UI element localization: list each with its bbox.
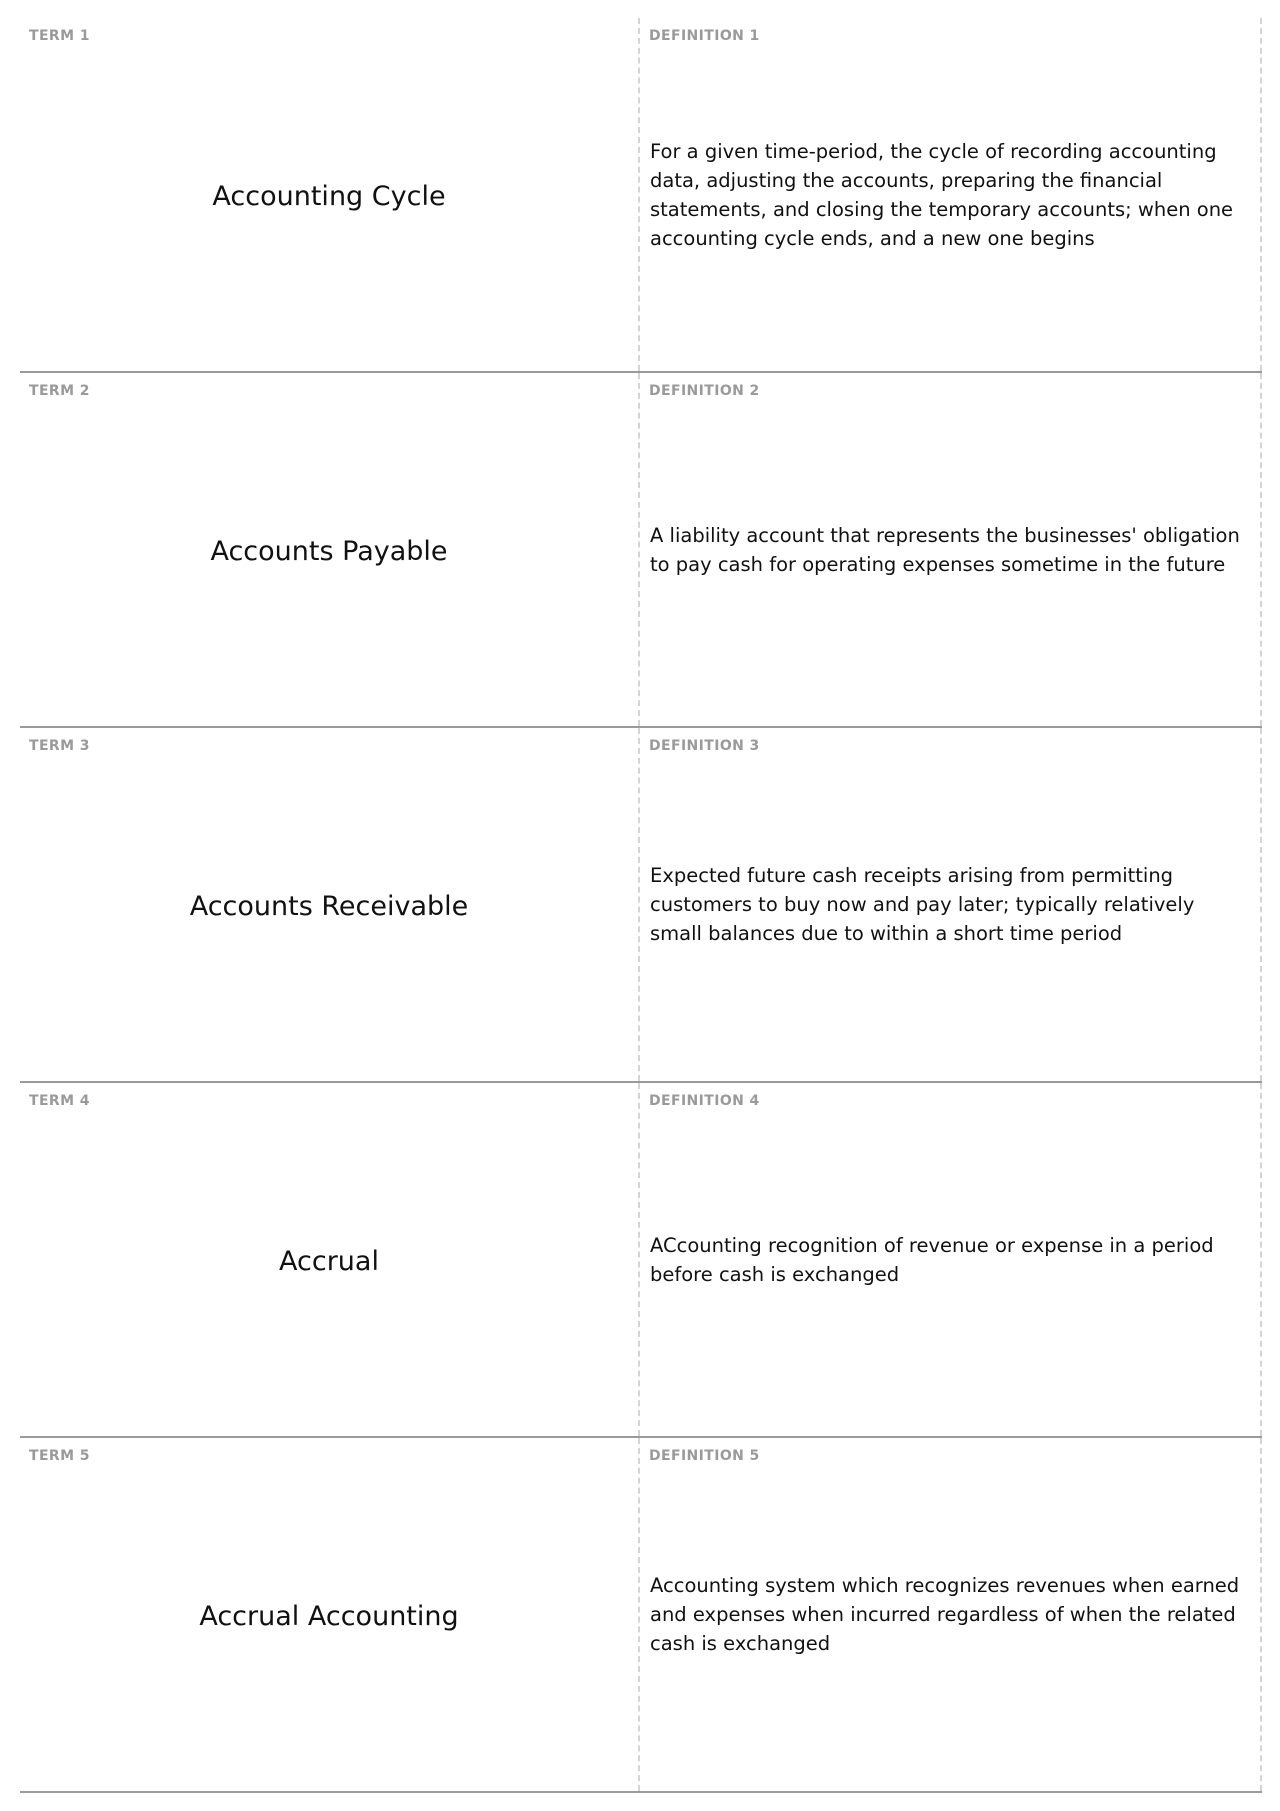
term-cell	[20, 1083, 640, 1436]
term-label: TERM 2	[29, 383, 90, 399]
flashcard-row	[20, 373, 1262, 728]
definition-label: DEFINITION 5	[649, 1448, 760, 1464]
definition-text	[650, 373, 1246, 726]
term-label: TERM 4	[29, 1093, 90, 1109]
term-label: TERM 3	[29, 738, 90, 754]
definition-value: A liability account that represents the businesses' obligation to pay cash for operating expenses sometime in the future	[650, 523, 1240, 576]
definition-label: DEFINITION 4	[649, 1093, 760, 1109]
term-text	[20, 18, 638, 371]
definition-cell	[640, 18, 1262, 371]
term-text	[20, 728, 638, 1081]
term-label: TERM 5	[29, 1448, 90, 1464]
flashcard-row	[20, 1083, 1262, 1438]
definition-label: DEFINITION 1	[649, 28, 760, 44]
term-cell	[20, 728, 640, 1081]
definition-text	[650, 18, 1246, 371]
definition-value: Accounting system which recognizes revenues when earned and expenses when incurred regardless of when the related cash is exchanged	[650, 1574, 1240, 1655]
term-value: Accounts Receivable	[189, 891, 469, 922]
definition-text	[650, 1083, 1246, 1436]
term-cell	[20, 373, 640, 726]
term-cell	[20, 1438, 640, 1791]
definition-value: Expected future cash receipts arising from permitting customers to buy now and pay later; typically relatively small balances due to within a short time period	[650, 864, 1195, 945]
definition-text	[650, 1438, 1246, 1791]
definition-cell	[640, 1083, 1262, 1436]
term-text	[20, 1438, 638, 1791]
flashcard-row	[20, 18, 1262, 373]
definition-cell	[640, 728, 1262, 1081]
definition-cell	[640, 373, 1262, 726]
term-label: TERM 1	[29, 28, 90, 44]
flashcard-row	[20, 1438, 1262, 1793]
definition-value: For a given time-period, the cycle of recording accounting data, adjusting the accounts, preparing the financial statements, and closing the temporary accounts; when one accounting cycle ends, and a new one begins	[650, 139, 1234, 250]
flashcard-sheet	[20, 18, 1262, 1793]
term-text	[20, 373, 638, 726]
definition-cell	[640, 1438, 1262, 1791]
term-value: Accounts Payable	[210, 536, 448, 567]
term-value: Accrual	[279, 1246, 379, 1277]
flashcard-row	[20, 728, 1262, 1083]
definition-label: DEFINITION 3	[649, 738, 760, 754]
term-text	[20, 1083, 638, 1436]
definition-value: ACcounting recognition of revenue or expense in a period before cash is exchanged	[650, 1233, 1214, 1286]
definition-label: DEFINITION 2	[649, 383, 760, 399]
definition-text	[650, 728, 1246, 1081]
term-value: Accrual Accounting	[199, 1601, 459, 1632]
term-value: Accounting Cycle	[212, 181, 446, 212]
term-cell	[20, 18, 640, 371]
